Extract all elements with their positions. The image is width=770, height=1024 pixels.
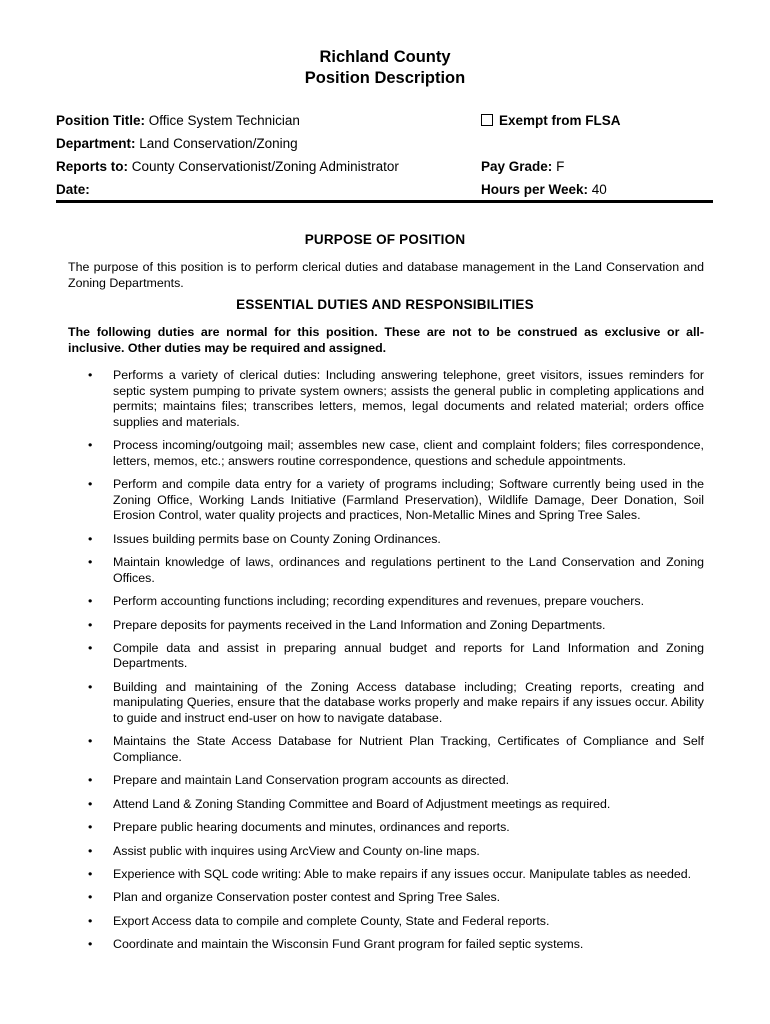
bullet-icon: •: [88, 531, 93, 546]
date-field: [56, 182, 90, 197]
duty-item: [68, 844, 704, 860]
bullet-icon: •: [88, 594, 93, 609]
duty-text: Building and maintaining of the Zoning Access database including; Creating reports, creating and manipulating Queries, ensure that the database works properly and make repairs if any issues occur. Ability to guide and instruct end-user on how to navigate database.: [113, 679, 704, 726]
bullet-icon: •: [88, 734, 93, 749]
title-position-description: Position Description: [304, 69, 466, 87]
duties-list: [68, 368, 704, 961]
bullet-icon: •: [88, 796, 93, 811]
title-county: Richland County: [319, 48, 451, 66]
duty-item: [68, 641, 704, 672]
duty-text: Performs a variety of clerical duties: Including answering telephone, greet visitors, issues reminders for septic system pumping to private system owners; assists the general public in completing applications and permits; maintains files; transcribes letters, memos, legal documents and related material; orders office supplies and materials.: [113, 368, 704, 429]
bullet-icon: •: [88, 555, 93, 570]
duty-text: Maintain knowledge of laws, ordinances and regulations pertinent to the Land Conservation and Zoning Offices.: [113, 555, 704, 585]
bullet-icon: •: [88, 937, 93, 952]
pay-grade-field: [481, 159, 564, 174]
duty-item: [68, 773, 704, 789]
header-divider: [56, 200, 713, 203]
bullet-icon: •: [88, 438, 93, 453]
exempt-flsa-label: Exempt from FLSA: [499, 113, 621, 128]
department-label: Department:: [56, 136, 136, 151]
bullet-icon: •: [88, 867, 93, 881]
duty-text: Assist public with inquires using ArcView and County on-line maps.: [113, 843, 480, 858]
hours-per-week-value: 40: [591, 182, 607, 197]
duty-item: [68, 797, 704, 813]
bullet-icon: •: [88, 890, 93, 905]
bullet-icon: •: [88, 773, 93, 788]
duty-item: [68, 734, 704, 765]
exempt-flsa-field: [481, 113, 621, 128]
bullet-icon: •: [88, 843, 93, 858]
duty-text: Issues building permits base on County Zoning Ordinances.: [113, 531, 441, 546]
duty-item: [68, 914, 704, 930]
duty-text: Process incoming/outgoing mail; assembles new case, client and complaint folders; files correspondence, letters, memos, etc.; answers routine correspondence, questions and schedule appointments.: [113, 438, 704, 468]
duty-text: Coordinate and maintain the Wisconsin Fund Grant program for failed septic systems.: [113, 937, 584, 952]
duty-item: [68, 890, 704, 906]
duties-heading: ESSENTIAL DUTIES AND RESPONSIBILITIES: [236, 297, 534, 312]
pay-grade-value: F: [556, 159, 565, 174]
bullet-icon: •: [88, 820, 93, 835]
bullet-icon: •: [88, 368, 93, 382]
position-title-label: Position Title:: [56, 113, 146, 128]
duty-item: [68, 820, 704, 836]
bullet-icon: •: [88, 640, 93, 655]
position-title-field: [56, 113, 300, 128]
duty-text: Compile data and assist in preparing annual budget and reports for Land Information and Zoning Departments.: [113, 640, 704, 671]
bullet-icon: •: [88, 617, 93, 632]
duty-text: Export Access data to compile and complete County, State and Federal reports.: [113, 913, 550, 928]
duty-item: [68, 532, 704, 548]
duty-item: [68, 680, 704, 727]
exempt-flsa-checkbox[interactable]: [481, 114, 493, 126]
position-title-value: Office System Technician: [148, 113, 300, 128]
date-label: Date:: [56, 182, 90, 197]
duty-text: Maintains the State Access Database for Nutrient Plan Tracking, Certificates of Compliance and Self Compliance.: [113, 734, 704, 765]
bullet-icon: •: [88, 477, 93, 492]
duty-item: [68, 555, 704, 586]
duty-item: [68, 618, 704, 634]
duties-intro: The following duties are normal for this position. These are not to be construed as exclusive or all-inclusive. Other duties may be required and assigned.: [68, 325, 704, 355]
duty-item: [68, 867, 704, 883]
purpose-heading: PURPOSE OF POSITION: [304, 232, 466, 247]
reports-to-value: County Conservationist/Zoning Administrator: [131, 159, 399, 174]
department-field: [56, 136, 298, 151]
duty-text: Prepare deposits for payments received in the Land Information and Zoning Departments.: [113, 617, 606, 632]
duty-item: [68, 368, 704, 430]
document-title: [0, 47, 770, 89]
duty-item: [68, 937, 704, 953]
duty-text: Perform and compile data entry for a variety of programs including; Software currently being used in the Zoning Office, Working Lands Initiative (Farmland Preservation), Wildlife Damage, Deer Donation, Soil Erosion Control, water quality projects and practices, Non-Metallic Mines and Spring Tree Sales.: [113, 477, 704, 523]
reports-to-label: Reports to:: [56, 159, 128, 174]
duty-text: Attend Land & Zoning Standing Committee and Board of Adjustment meetings as required.: [113, 796, 611, 811]
duty-text: Prepare and maintain Land Conservation program accounts as directed.: [113, 773, 510, 788]
duty-item: [68, 438, 704, 469]
pay-grade-label: Pay Grade:: [481, 159, 553, 174]
duty-item: [68, 594, 704, 610]
hours-per-week-label: Hours per Week:: [481, 182, 589, 197]
duty-text: Experience with SQL code writing: Able to make repairs if any issues occur. Manipulate tables as needed.: [113, 867, 692, 881]
department-value: Land Conservation/Zoning: [139, 136, 298, 151]
duty-text: Plan and organize Conservation poster contest and Spring Tree Sales.: [113, 890, 501, 905]
reports-to-field: [56, 159, 399, 174]
duty-text: Prepare public hearing documents and minutes, ordinances and reports.: [113, 820, 510, 835]
duty-text: Perform accounting functions including; recording expenditures and revenues, prepare vouchers.: [113, 594, 645, 609]
hours-per-week-field: [481, 182, 607, 197]
bullet-icon: •: [88, 679, 93, 694]
bullet-icon: •: [88, 913, 93, 928]
duty-item: [68, 477, 704, 524]
purpose-text: The purpose of this position is to perform clerical duties and database management in the Land Conservation and Zoning Departments.: [68, 260, 704, 290]
